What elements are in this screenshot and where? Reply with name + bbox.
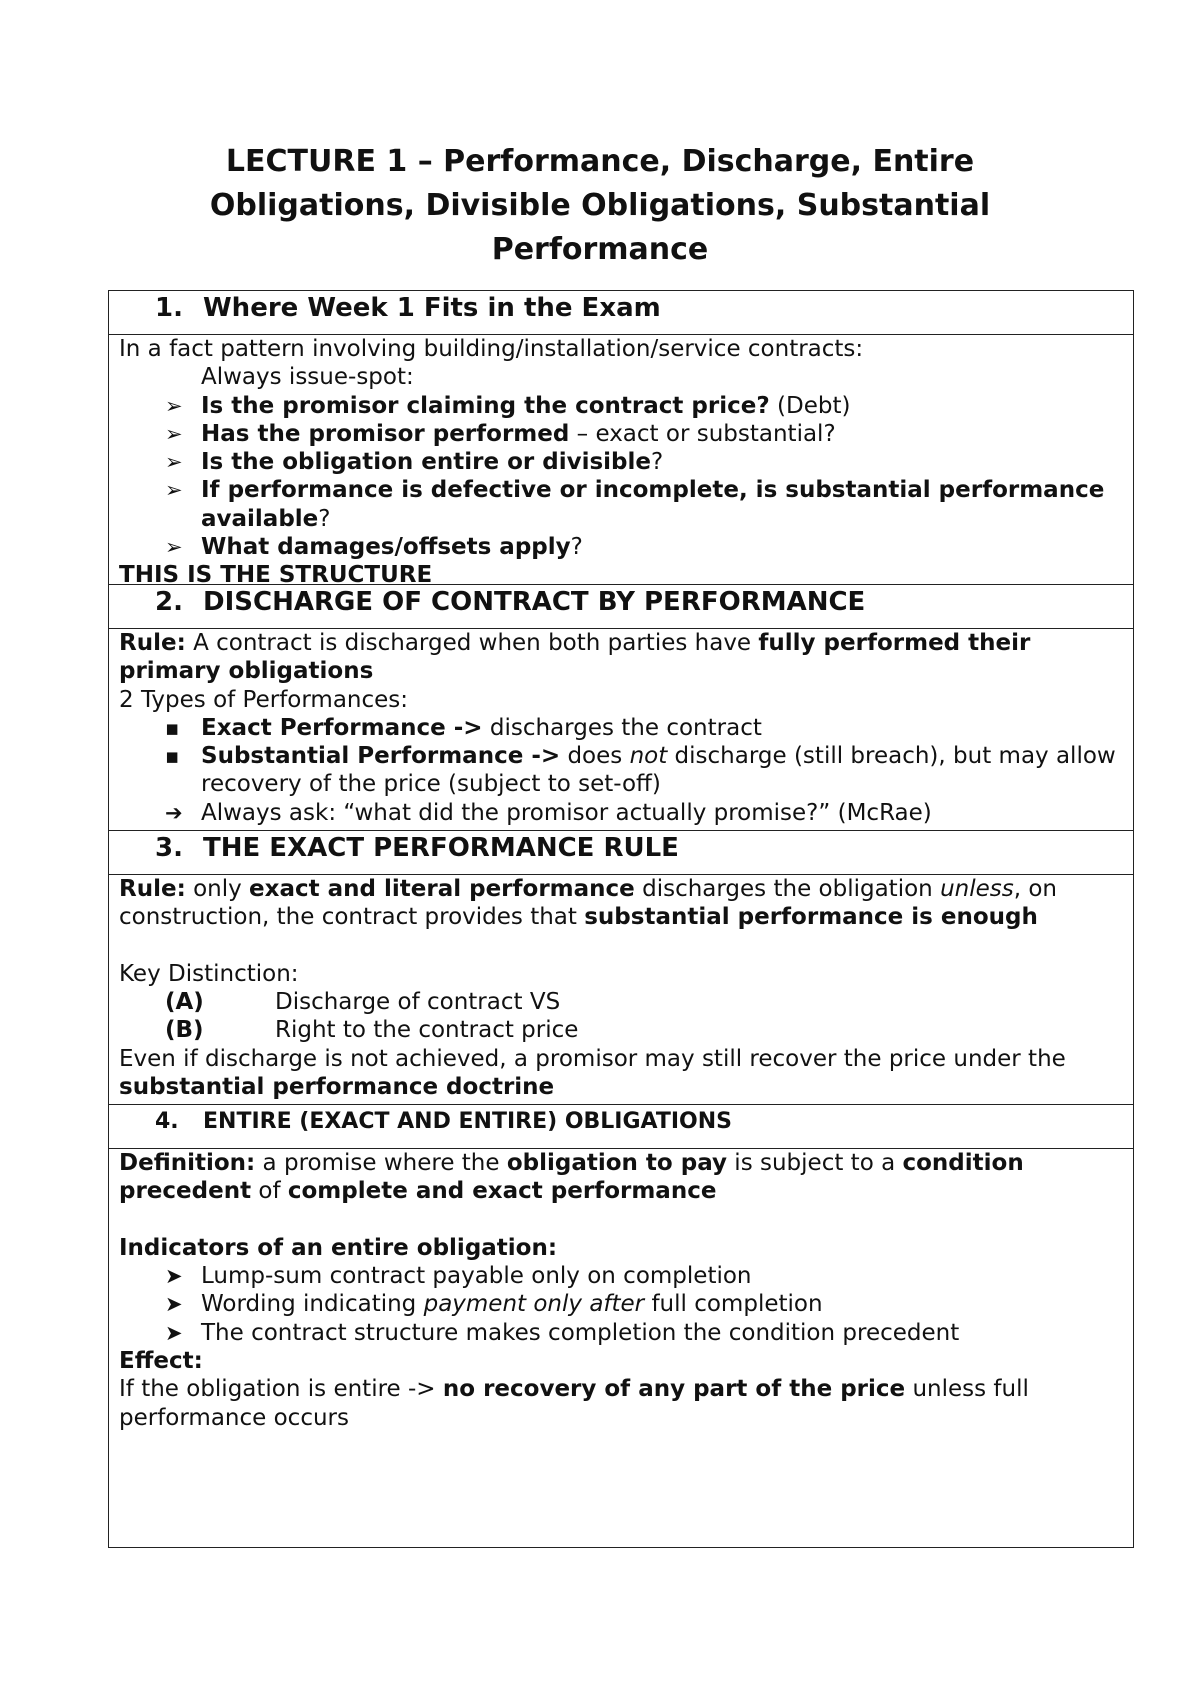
indicators-label: Indicators of an entire obligation: <box>119 1234 558 1261</box>
bullet-text: ? <box>570 534 583 561</box>
definition-text: is subject to a <box>727 1150 903 1176</box>
bullet-text: ? <box>651 449 664 476</box>
list-item <box>119 1290 1125 1318</box>
bullet-italic-text: payment only after <box>423 1291 645 1318</box>
definition-bold-text: condition precedent <box>119 1150 1024 1205</box>
section-heading: DISCHARGE OF CONTRACT BY PERFORMANCE <box>203 587 866 617</box>
bullet-text: ? <box>318 505 331 532</box>
rule-bold-text: substantial performance is enough <box>584 904 1038 931</box>
definition-paragraph <box>119 1149 1125 1206</box>
bullet-bold-text: What damages/offsets apply <box>201 534 571 561</box>
section-3-body <box>109 875 1133 1105</box>
rule-text: only <box>185 876 250 902</box>
ask-text: Always ask: “what did the promisor actually promise?” (McRae) <box>201 799 932 826</box>
section-heading: THE EXACT PERFORMANCE RULE <box>203 833 679 863</box>
effect-text: If the obligation is entire -> <box>119 1376 443 1403</box>
section-number: 3. <box>155 833 183 863</box>
section-number: 4. <box>155 1109 179 1134</box>
section-2-body <box>109 629 1133 831</box>
list-item <box>119 533 1125 561</box>
rule-text: , on construction, the contract provides that <box>119 876 1058 931</box>
section-number: 1. <box>155 293 183 323</box>
rule-paragraph <box>119 875 1125 932</box>
arrowhead-bullet-icon: ➢ <box>165 478 183 503</box>
rule-bold-text: fully performed their primary obligations <box>119 630 1031 685</box>
section-heading: Where Week 1 Fits in the Exam <box>203 293 661 323</box>
title-line-1: LECTURE 1 – Performance, Discharge, Entire <box>225 144 975 179</box>
section-1-body <box>109 335 1133 589</box>
item-letter: (B) <box>165 1017 204 1044</box>
bullet-text: discharges the contract <box>482 714 762 741</box>
section-4-body <box>109 1149 1133 1547</box>
list-item <box>119 476 1125 533</box>
bullet-bold-text: Has the promisor performed <box>201 420 570 447</box>
bullet-bold-text: Is the promisor claiming the contract price? <box>201 392 770 419</box>
types-label: 2 Types of Performances: <box>119 686 409 713</box>
rule-label: Rule: <box>119 876 186 902</box>
definition-label: Definition: <box>119 1150 256 1176</box>
intro-text: In a fact pattern involving building/installation/service contracts: <box>119 336 864 362</box>
bullet-text: (Debt) <box>769 392 851 419</box>
rule-bold-text: exact and literal performance <box>249 876 635 902</box>
effect-bold-text: no recovery of any part of the price <box>442 1376 906 1403</box>
rule-italic-text: unless <box>940 876 1014 902</box>
paragraph-text: Even if discharge is not achieved, a promisor may still recover the price under the <box>119 1045 1066 1072</box>
bullet-italic-text: not <box>629 743 668 770</box>
definition-bold-text: complete and exact performance <box>287 1178 717 1205</box>
item-text: Right to the contract price <box>275 1017 579 1044</box>
lettered-item <box>119 1016 1125 1044</box>
arrowhead-bullet-icon: ➤ <box>165 1264 183 1289</box>
section-heading: ENTIRE (EXACT AND ENTIRE) OBLIGATIONS <box>203 1109 733 1134</box>
arrowhead-bullet-icon: ➤ <box>165 1320 183 1345</box>
bullet-bold-text: Substantial Performance -> <box>201 743 561 770</box>
rule-text: A contract is discharged when both parties have <box>185 630 759 656</box>
item-letter: (A) <box>165 989 204 1016</box>
list-item <box>119 799 1125 827</box>
list-item <box>119 392 1125 420</box>
sub-text: Always issue-spot: <box>201 364 414 391</box>
definition-text: a promise where the <box>255 1150 507 1176</box>
square-bullet-icon: ▪ <box>165 715 180 740</box>
bullet-text: full completion <box>644 1291 823 1318</box>
definition-bold-text: obligation to pay <box>506 1150 727 1176</box>
list-item <box>119 714 1125 742</box>
item-text: Discharge of contract VS <box>275 989 561 1016</box>
list-item <box>119 742 1125 799</box>
title-line-2: Obligations, Divisible Obligations, Substantial <box>209 188 991 223</box>
list-item <box>119 1262 1125 1290</box>
bullet-text: does <box>560 743 630 770</box>
arrowhead-bullet-icon: ➢ <box>165 535 183 560</box>
effect-label: Effect: <box>119 1348 203 1375</box>
rule-text: discharges the obligation <box>634 876 941 902</box>
arrowhead-bullet-icon: ➤ <box>165 1292 183 1317</box>
square-bullet-icon: ▪ <box>165 744 180 769</box>
bullet-text: – exact or substantial? <box>569 420 836 447</box>
bullet-text: Wording indicating <box>201 1291 424 1318</box>
list-item <box>119 1319 1125 1347</box>
bullet-text: Lump-sum contract payable only on completion <box>201 1263 752 1290</box>
arrowhead-bullet-icon: ➢ <box>165 450 183 475</box>
even-paragraph <box>119 1045 1125 1102</box>
bullet-text: The contract structure makes completion the condition precedent <box>201 1319 960 1346</box>
rule-paragraph <box>119 629 1125 686</box>
section-number: 2. <box>155 587 183 617</box>
bullet-bold-text: Is the obligation entire or divisible <box>201 449 652 476</box>
paragraph-bold-text: substantial performance doctrine <box>119 1074 555 1101</box>
effect-text: unless full performance occurs <box>119 1376 1029 1431</box>
notes-table <box>108 290 1134 1548</box>
lettered-item <box>119 988 1125 1016</box>
effect-paragraph <box>119 1375 1125 1432</box>
list-item <box>119 448 1125 476</box>
arrowhead-bullet-icon: ➢ <box>165 421 183 446</box>
bullet-text: discharge (still breach), but may allow recovery of the price (subject to set-off) <box>201 743 1116 798</box>
right-arrow-icon: ➔ <box>165 800 183 825</box>
rule-label: Rule: <box>119 630 186 656</box>
key-distinction-label: Key Distinction: <box>119 960 299 987</box>
section-2-header <box>109 585 1133 629</box>
document-title <box>0 140 1200 272</box>
arrowhead-bullet-icon: ➢ <box>165 393 183 418</box>
bullet-bold-text: If performance is defective or incomplete, is substantial performance available <box>201 477 1105 532</box>
section-3-header <box>109 831 1133 875</box>
closing-text: THIS IS THE STRUCTURE <box>119 562 433 589</box>
section-1-header <box>109 291 1133 335</box>
bullet-bold-text: Exact Performance -> <box>201 714 483 741</box>
list-item <box>119 420 1125 448</box>
definition-text: of <box>251 1178 288 1205</box>
section-4-header <box>109 1105 1133 1149</box>
title-line-3: Performance <box>491 232 709 267</box>
